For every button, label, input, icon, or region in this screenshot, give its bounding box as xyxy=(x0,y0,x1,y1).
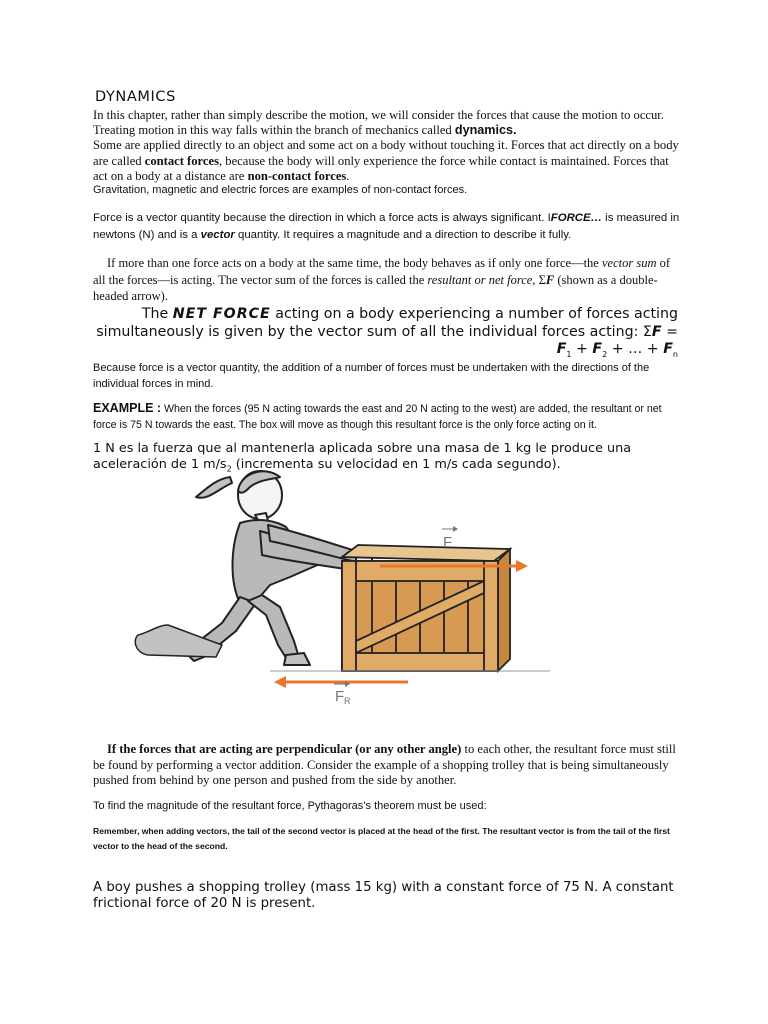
net-force-definition: The NET FORCE acting on a body experiencing a number of forces acting simultaneously is given by the vector sum of all the individual forces acting: $\Sigma F = F_1 + F_2$ + … + $F_n$ xyxy=(96,306,678,359)
spanish-definition: 1 N es la fuerza que al mantenerla aplicada sobre una masa de 1 kg le produce una aceleración de 1 $m/s_2$ (incrementa su velocidad en 1 m/s cada segundo). xyxy=(93,441,632,474)
pushing-crate-illustration xyxy=(90,465,570,715)
intro-paragraph: In this chapter, rather than simply describe the motion, we will consider the forces that cause the motion to occur. Treating motion in this way falls within the branch of mechanics called dynamics. Some are applied directly to an object and some act on a body without touching it. Forces that act directly on a body are called contact forces, because the body will only experience the force while contact is maintained. Forces that act on a body at a distance are non-contact forces. xyxy=(93,108,679,183)
example-paragraph: EXAMPLE : When the forces (95 N acting towards the east and 20 N acting to the west) are added, the resultant or net force is 75 N towards the east. The box will move as though this resultant force is the only force acting on it. xyxy=(93,401,662,431)
page-title: DYNAMICS xyxy=(95,89,176,105)
svg-text:F: F xyxy=(443,534,453,551)
remember-note: Remember, when adding vectors, the tail of the second vector is placed at the head of the first. The resultant vector is from the tail of the first vector to the head of the second. xyxy=(93,826,670,851)
trolley-problem: A boy pushes a shopping trolley (mass 15 kg) with a constant force of 75 N. A constant frictional force of 20 N is present. xyxy=(93,880,674,911)
svg-text:F: F xyxy=(335,688,345,705)
vector-quantity-paragraph: Force is a vector quantity because the direction in which a force acts is always significant. IFORCE… is measured in newtons (N) and is a vector quantity. It requires a magnitude and a direction to describe it fully. xyxy=(93,212,680,241)
resultant-paragraph: If more than one force acts on a body at the same time, the body behaves as if only one force—the vector sum of all the forces—is acting. The vector sum of the forces is called the resultant or net force, ΣF (shown as a double-headed arrow). xyxy=(93,256,671,303)
label-fr xyxy=(334,681,351,706)
svg-text:R: R xyxy=(344,696,351,706)
wooden-crate xyxy=(342,545,510,671)
because-paragraph: Because force is a vector quantity, the addition of a number of forces must be undertaken with the directions of the individual forces in mind. xyxy=(93,362,650,390)
pythagoras-note: To find the magnitude of the resultant force, Pythagoras’s theorem must be used: xyxy=(93,800,487,812)
friction-force-arrow xyxy=(274,676,408,688)
perpendicular-forces-paragraph: If the forces that are acting are perpendicular (or any other angle) to each other, the resultant force must still be found by performing a vector addition. Consider the example of a shopping trolley that is being simultaneously pushed from behind by one person and pushed from the side by another. xyxy=(93,742,676,787)
woman-pushing-figure xyxy=(135,471,372,665)
gravitation-note: Gravitation, magnetic and electric forces are examples of non-contact forces. xyxy=(93,184,468,196)
